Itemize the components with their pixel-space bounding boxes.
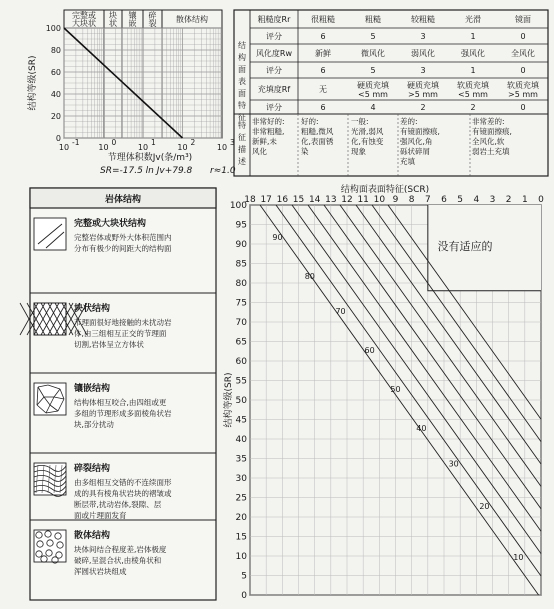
rock-structure-name: 完整或大块状结构 [74, 219, 147, 229]
main-x-tick: 1 [521, 195, 528, 205]
main-x-tick: 9 [392, 195, 399, 205]
scr-desc-cell: 非常好的:非常粗糙,新鲜,未风化 [252, 117, 285, 156]
main-y-tick: 70 [235, 318, 247, 328]
sr-formula: SR=-17.5 ln Jv+79.8 [100, 166, 193, 176]
sr-y-tick: 60 [50, 68, 61, 77]
main-y-tick: 15 [235, 532, 247, 543]
scr-cell: 很粗糙 [311, 15, 335, 24]
scr-row-label: 风化度Rw [255, 49, 293, 58]
scr-cell: 光滑 [465, 15, 481, 24]
scr-side-char: 面 [238, 65, 246, 74]
scr-desc-cell: 一般:光滑,弱风化,有蚀变现象 [351, 117, 384, 156]
sr-x-axis-label: 节理体积数Jv(条/m³) [107, 153, 193, 163]
scr-side-char: 面 [238, 89, 246, 98]
sr-header-cells [72, 10, 208, 28]
main-x-tick: 5 [457, 195, 464, 205]
scr-cell: 硬质充填<5 mm [357, 81, 389, 99]
scr-row-label: 充填度Rf [257, 85, 291, 94]
main-x-tick: 6 [441, 195, 447, 205]
sr-grid [64, 28, 222, 138]
sr-header-cell: 镶嵌 [128, 11, 137, 28]
main-x-tick: 10 [373, 195, 386, 205]
main-y-tick: 10 [235, 552, 247, 562]
main-y-tick: 60 [235, 357, 247, 367]
sr-y-tick: 40 [50, 90, 61, 99]
scr-cell: 1 [470, 66, 476, 75]
main-y-tick: 35 [235, 454, 247, 465]
scr-cell: 6 [320, 103, 326, 112]
sr-y-tick: 80 [50, 46, 61, 55]
scr-cell: 硬质充填>5 mm [407, 81, 439, 99]
sr-x-tick-labels [59, 138, 235, 152]
main-y-tick: 65 [235, 337, 247, 348]
scr-cell: 0 [520, 66, 526, 75]
main-y-tick: 100 [229, 201, 247, 211]
main-x-tick: 17 [260, 195, 272, 205]
main-chart [222, 183, 544, 601]
scr-cell: 软质充填<5 mm [457, 81, 489, 99]
scr-side-char: 征 [238, 113, 246, 122]
scr-cell: 软质充填>5 mm [507, 81, 539, 99]
scr-row-label: 评分 [266, 103, 282, 112]
scr-cell: 0 [520, 32, 526, 41]
sr-y-tick: 100 [45, 24, 61, 33]
main-x-tick: 7 [424, 195, 431, 205]
main-series-label: 80 [304, 272, 315, 282]
scr-desc-cell: 好的:粗糙,微风化,表面锈染 [301, 117, 334, 156]
scr-side-char: 结 [238, 41, 246, 50]
main-y-tick: 90 [235, 240, 247, 250]
scr-cell: 3 [420, 32, 426, 41]
rock-structure-desc: 完整岩体或野外大体积范围内分布有极少的间距大的结构面 [74, 233, 172, 253]
scr-cell: 4 [370, 103, 376, 112]
main-x-tick: 13 [325, 195, 337, 205]
sr-y-tick: 0 [55, 134, 61, 143]
main-y-tick: 95 [235, 220, 247, 231]
rock-structure-desc: 由多组相互交错的不连续面形成的具有棱角状岩块的褶皱或断层带,扰动岩体,裂隙、层面或片理面发育 [74, 478, 172, 520]
main-y-tick: 0 [241, 591, 247, 601]
sr-x-tick: 10 [177, 143, 188, 152]
scr-cell: 粗糙 [365, 15, 381, 24]
main-chart-title: 结构面表面特征(SCR) [340, 185, 430, 195]
rock-structure-name: 碎裂结构 [74, 464, 111, 474]
scr-cell: 5 [370, 66, 376, 75]
main-series-label: 40 [416, 424, 427, 434]
scr-side-char: 特 [238, 101, 246, 110]
sr-x-tick: 10 [98, 143, 109, 152]
main-x-tick-labels [244, 195, 544, 205]
rock-structure-name: 镶嵌结构 [74, 384, 111, 394]
main-y-tick: 45 [235, 415, 247, 426]
rock-structure-desc: 结构体相互咬合,由四组或更多组的节理形成多面棱角状岩块,部分扰动 [74, 398, 172, 429]
scr-side-char: 表 [238, 77, 246, 86]
main-series-label: 70 [335, 307, 346, 317]
rock-structure-name: 散体结构 [74, 531, 111, 541]
main-x-tick: 2 [505, 195, 512, 205]
rock-panel-header: 岩体结构 [104, 195, 142, 205]
scr-cell: 新鲜 [315, 49, 331, 58]
scr-row-label: 粗糙度Rr [257, 15, 291, 24]
rock-structure-name: 块状结构 [74, 304, 111, 314]
sr-x-tick-exponent: 0 [111, 138, 117, 147]
main-y-tick: 85 [235, 259, 247, 270]
scr-cell: 1 [470, 32, 476, 41]
sr-x-tick-exponent: -1 [72, 138, 80, 147]
scr-cell: 0 [520, 103, 526, 112]
scr-row-label: 评分 [266, 32, 282, 41]
main-series-label: 20 [479, 502, 490, 512]
sr-x-tick: 10 [216, 143, 228, 152]
main-x-tick: 16 [276, 195, 289, 205]
sr-r-value: r≈1.0 [210, 166, 236, 176]
sr-header-cell: 块状 [109, 11, 117, 28]
scr-desc-label-char: 特 [238, 121, 246, 130]
sr-y-tick-labels [46, 24, 61, 143]
main-y-tick: 20 [235, 513, 247, 523]
sr-x-tick-exponent: 2 [190, 138, 196, 147]
rock-structure-panel [20, 188, 216, 600]
scr-cell: 镜面 [515, 15, 531, 24]
main-y-axis-label: 结构等级(SR) [224, 372, 234, 428]
rock-structure-icon [34, 383, 66, 415]
main-x-tick: 14 [308, 195, 321, 205]
main-y-tick: 5 [241, 571, 247, 582]
main-y-tick: 80 [235, 279, 247, 289]
sr-x-tick-exponent: 3 [230, 138, 235, 147]
sr-header-cell: 完整或大块状 [72, 11, 96, 28]
main-series-label: 10 [513, 552, 524, 562]
main-x-tick: 3 [489, 195, 496, 205]
scr-rating-table [234, 10, 548, 176]
sr-x-tick-exponent: 1 [151, 138, 156, 147]
scr-cell: 全风化 [511, 49, 535, 58]
rock-structure-desc: 块体间结合程度差,岩体极度破碎,呈混合状,由棱角状和浑圆状岩块组成 [74, 545, 167, 576]
main-series-label: 90 [272, 233, 283, 243]
main-series-label: 30 [448, 459, 459, 469]
scr-cell: 无 [319, 85, 327, 94]
main-x-tick: 4 [473, 195, 480, 205]
sr-y-tick: 20 [50, 112, 61, 121]
main-y-tick: 50 [235, 396, 247, 406]
sr-curve-chart [26, 10, 236, 176]
rock-structure-icon [34, 530, 66, 563]
rock-structure-desc: 节理面很好地接触的未扰动岩体,由三组相互正交的节理面切割,岩体呈立方体状 [74, 318, 172, 349]
main-x-tick: 11 [357, 195, 369, 205]
sr-header-cell: 散体结构 [176, 15, 208, 24]
scr-cell: 弱风化 [411, 49, 435, 58]
scr-cell: 强风化 [461, 49, 485, 58]
sr-y-axis-label: 结构等级(SR) [28, 55, 38, 111]
scr-cell: 微风化 [361, 49, 385, 58]
main-x-tick: 18 [244, 195, 256, 205]
scr-cell: 2 [470, 103, 476, 112]
main-series-label: 60 [364, 346, 375, 356]
sr-x-tick: 10 [58, 143, 70, 152]
scr-cell: 6 [320, 66, 326, 75]
main-y-tick: 55 [235, 376, 247, 387]
scr-cell: 较粗糙 [411, 15, 435, 24]
no-fit-annotation: 没有适应的 [437, 240, 493, 253]
scr-desc-cell: 差的:有镜面擦痕,强风化,角砾状碎屑充填 [400, 117, 440, 166]
rock-structure-icon [34, 218, 66, 250]
main-grid [250, 205, 541, 595]
scr-desc-cell: 非常差的:有镜面擦痕,全风化,软弱岩土充填 [472, 117, 512, 156]
main-x-tick: 0 [538, 195, 544, 205]
scr-cell: 2 [420, 103, 426, 112]
scr-cell: 5 [370, 32, 376, 41]
scr-desc-label-char: 描 [238, 145, 246, 154]
main-y-tick: 75 [235, 298, 247, 309]
rock-structure-icon [34, 463, 66, 496]
main-x-tick: 8 [408, 195, 415, 205]
scr-desc-label-char: 述 [238, 157, 246, 166]
scr-cell: 6 [320, 32, 326, 41]
main-x-tick: 15 [292, 195, 305, 205]
main-y-tick: 25 [235, 493, 247, 504]
main-y-tick: 30 [235, 474, 247, 484]
sr-header-cell: 碎裂 [148, 11, 157, 28]
scr-row-label: 评分 [266, 66, 282, 75]
sr-x-tick: 10 [137, 143, 149, 152]
scr-desc-label-char: 征 [238, 133, 246, 142]
scr-cell: 3 [420, 66, 426, 75]
scr-side-char: 构 [238, 53, 246, 62]
main-x-tick: 12 [341, 195, 353, 205]
main-series-label: 50 [390, 385, 401, 395]
main-y-tick: 40 [235, 435, 247, 445]
